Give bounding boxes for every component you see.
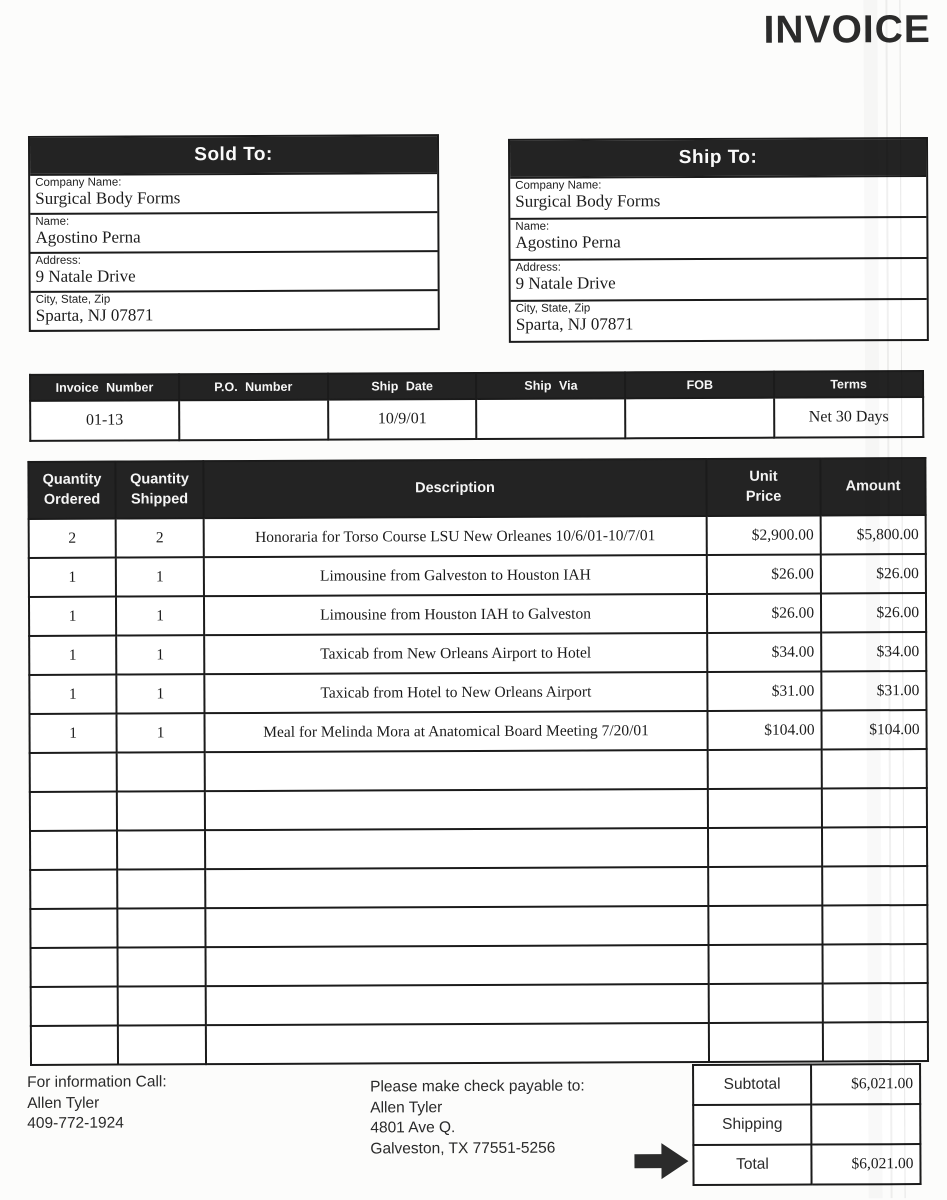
empty-line-item-row bbox=[30, 866, 927, 909]
empty-line-item-row bbox=[31, 944, 928, 987]
qty-shipped-cell: 1 bbox=[116, 596, 204, 635]
empty-unit-price-cell bbox=[709, 983, 823, 1022]
sold-to-box bbox=[28, 134, 440, 332]
total-arrow-icon bbox=[632, 1140, 690, 1187]
qty-shipped-cell: 1 bbox=[116, 713, 204, 752]
empty-line-item-row bbox=[30, 749, 927, 792]
empty-unit-price-cell bbox=[708, 749, 822, 788]
subtotal-row bbox=[693, 1064, 920, 1105]
field-label: City, State, Zip bbox=[35, 293, 111, 306]
meta-header-row bbox=[30, 371, 923, 401]
sold-to-address-field bbox=[30, 250, 437, 291]
empty-amount-cell bbox=[823, 944, 928, 983]
empty-description-cell bbox=[205, 789, 708, 830]
shipping-value bbox=[811, 1104, 920, 1144]
empty-amount-cell bbox=[822, 827, 927, 866]
meta-header-ship-via: Ship Via bbox=[476, 372, 625, 399]
empty-unit-price-cell bbox=[709, 1022, 823, 1061]
sold-to-city-field bbox=[31, 289, 438, 330]
line-items-header-row bbox=[28, 458, 925, 519]
line-item-row bbox=[29, 554, 926, 597]
payable-line: Please make check payable to: bbox=[370, 1077, 585, 1096]
empty-qty-ordered-cell bbox=[31, 1026, 118, 1065]
empty-amount-cell bbox=[822, 866, 927, 905]
empty-description-cell bbox=[205, 750, 708, 791]
qty-shipped-cell: 1 bbox=[116, 674, 204, 713]
invoice-meta-table bbox=[29, 370, 924, 442]
amount-cell: $26.00 bbox=[821, 554, 926, 593]
empty-line-item-row bbox=[31, 1022, 928, 1065]
empty-qty-ordered-cell bbox=[30, 870, 117, 909]
line-item-row bbox=[29, 593, 926, 636]
field-value: Agostino Perna bbox=[35, 227, 141, 247]
unit-price-cell: $26.00 bbox=[707, 554, 821, 593]
meta-value-row bbox=[30, 397, 923, 441]
column-header-qty-shipped: Quantity Shipped bbox=[115, 461, 203, 518]
empty-unit-price-cell bbox=[708, 905, 822, 944]
empty-qty-shipped-cell bbox=[117, 752, 205, 791]
contact-info-line: Allen Tyler bbox=[27, 1094, 100, 1112]
field-label: Company Name: bbox=[515, 179, 602, 192]
description-cell: Limousine from Galveston to Houston IAH bbox=[204, 555, 707, 596]
field-label: Address: bbox=[515, 261, 561, 274]
column-header-amount: Amount bbox=[820, 458, 925, 515]
qty-shipped-cell: 1 bbox=[116, 635, 204, 674]
description-cell: Honoraria for Torso Course LSU New Orleanes 10/6/01-10/7/01 bbox=[204, 516, 707, 557]
field-value: Sparta, NJ 07871 bbox=[515, 314, 634, 334]
ship-to-address-field bbox=[511, 257, 927, 300]
line-items-table bbox=[27, 457, 929, 1066]
meta-header-invoice-number: Invoice Number bbox=[30, 374, 179, 401]
unit-price-cell: $26.00 bbox=[707, 593, 821, 632]
empty-qty-shipped-cell bbox=[117, 869, 205, 908]
empty-unit-price-cell bbox=[708, 866, 822, 905]
empty-qty-ordered-cell bbox=[30, 792, 117, 831]
column-header-description: Description bbox=[203, 459, 706, 518]
amount-cell: $104.00 bbox=[821, 710, 926, 749]
qty-ordered-cell: 1 bbox=[29, 675, 116, 714]
payable-block bbox=[370, 1077, 585, 1160]
empty-qty-shipped-cell bbox=[117, 830, 205, 869]
description-cell: Taxicab from Hotel to New Orleans Airport bbox=[204, 672, 707, 713]
empty-amount-cell bbox=[822, 749, 927, 788]
invoice-title: INVOICE bbox=[763, 7, 931, 52]
amount-cell: $26.00 bbox=[821, 593, 926, 632]
shipping-row bbox=[693, 1104, 920, 1145]
payable-line: Allen Tyler bbox=[370, 1098, 443, 1116]
amount-cell: $31.00 bbox=[821, 671, 926, 710]
column-header-unit-price: Unit Price bbox=[706, 458, 820, 515]
amount-cell: $5,800.00 bbox=[821, 515, 926, 554]
meta-value-ship-via bbox=[477, 398, 626, 439]
meta-value-po-number bbox=[179, 400, 328, 441]
empty-line-item-row bbox=[30, 827, 927, 870]
description-cell: Meal for Melinda Mora at Anatomical Board Meeting 7/20/01 bbox=[204, 711, 707, 752]
field-label: Name: bbox=[35, 215, 70, 228]
qty-ordered-cell: 1 bbox=[29, 714, 116, 753]
empty-qty-ordered-cell bbox=[30, 909, 117, 948]
unit-price-cell: $2,900.00 bbox=[707, 515, 821, 554]
qty-ordered-cell: 1 bbox=[29, 636, 116, 675]
empty-line-item-row bbox=[30, 905, 927, 948]
ship-to-company-field bbox=[510, 175, 926, 218]
sold-to-company-field bbox=[30, 172, 437, 213]
ship-to-name-field bbox=[510, 216, 926, 259]
empty-description-cell bbox=[206, 984, 709, 1025]
subtotal-label: Subtotal bbox=[693, 1065, 811, 1106]
field-value: Agostino Perna bbox=[515, 232, 621, 252]
field-label: Company Name: bbox=[35, 176, 122, 189]
empty-line-item-row bbox=[30, 788, 927, 831]
meta-header-terms: Terms bbox=[774, 371, 923, 398]
empty-amount-cell bbox=[823, 1022, 928, 1061]
ship-to-city-field bbox=[511, 298, 927, 341]
empty-unit-price-cell bbox=[708, 827, 822, 866]
meta-value-fob bbox=[625, 398, 774, 439]
column-header-qty-ordered: Quantity Ordered bbox=[28, 462, 115, 519]
empty-qty-shipped-cell bbox=[118, 947, 206, 986]
qty-ordered-cell: 2 bbox=[29, 519, 116, 558]
shipping-label: Shipping bbox=[693, 1105, 811, 1146]
field-label: City, State, Zip bbox=[515, 302, 591, 315]
subtotal-value: $6,021.00 bbox=[811, 1064, 920, 1104]
empty-qty-shipped-cell bbox=[118, 1025, 206, 1064]
empty-qty-ordered-cell bbox=[30, 753, 117, 792]
contact-info-line: For information Call: bbox=[27, 1073, 167, 1091]
empty-description-cell bbox=[205, 906, 708, 947]
unit-price-cell: $31.00 bbox=[707, 671, 821, 710]
contact-info-block bbox=[27, 1072, 167, 1134]
empty-qty-ordered-cell bbox=[31, 948, 118, 987]
summary-table bbox=[692, 1063, 922, 1186]
empty-line-item-row bbox=[31, 983, 928, 1026]
total-row bbox=[693, 1144, 920, 1185]
unit-price-cell: $104.00 bbox=[707, 710, 821, 749]
field-value: 9 Natale Drive bbox=[515, 273, 616, 293]
empty-description-cell bbox=[205, 867, 708, 908]
meta-value-ship-date: 10/9/01 bbox=[328, 399, 477, 440]
field-value: Surgical Body Forms bbox=[515, 191, 661, 211]
unit-price-cell: $34.00 bbox=[707, 632, 821, 671]
payable-line: Galveston, TX 77551-5256 bbox=[370, 1139, 556, 1157]
line-item-row bbox=[29, 632, 926, 675]
empty-qty-shipped-cell bbox=[117, 908, 205, 947]
empty-description-cell bbox=[206, 1023, 709, 1064]
field-value: 9 Natale Drive bbox=[35, 266, 136, 286]
field-value: Surgical Body Forms bbox=[35, 188, 181, 208]
empty-amount-cell bbox=[822, 788, 927, 827]
empty-qty-shipped-cell bbox=[117, 791, 205, 830]
payable-line: 4801 Ave Q. bbox=[370, 1119, 456, 1137]
empty-description-cell bbox=[205, 828, 708, 869]
meta-value-terms: Net 30 Days bbox=[774, 397, 923, 438]
meta-header-ship-date: Ship Date bbox=[328, 373, 477, 400]
qty-ordered-cell: 1 bbox=[29, 558, 116, 597]
description-cell: Taxicab from New Orleans Airport to Hotel bbox=[204, 633, 707, 674]
contact-info-line: 409-772-1924 bbox=[27, 1114, 124, 1132]
line-item-row bbox=[29, 710, 926, 753]
ship-to-box bbox=[508, 137, 929, 343]
qty-shipped-cell: 1 bbox=[116, 557, 204, 596]
ship-to-header: Ship To: bbox=[510, 139, 926, 177]
field-value: Sparta, NJ 07871 bbox=[35, 305, 154, 325]
line-item-row bbox=[29, 671, 926, 714]
empty-qty-ordered-cell bbox=[30, 831, 117, 870]
sold-to-name-field bbox=[30, 211, 437, 252]
empty-amount-cell bbox=[822, 905, 927, 944]
field-label: Name: bbox=[515, 220, 550, 233]
qty-ordered-cell: 1 bbox=[29, 597, 116, 636]
amount-cell: $34.00 bbox=[821, 632, 926, 671]
meta-header-fob: FOB bbox=[625, 372, 774, 399]
empty-description-cell bbox=[206, 945, 709, 986]
field-label: Address: bbox=[35, 254, 81, 267]
total-value: $6,021.00 bbox=[811, 1144, 920, 1184]
qty-shipped-cell: 2 bbox=[116, 518, 204, 557]
sold-to-header: Sold To: bbox=[30, 136, 437, 174]
empty-unit-price-cell bbox=[709, 944, 823, 983]
empty-qty-ordered-cell bbox=[31, 987, 118, 1026]
empty-unit-price-cell bbox=[708, 788, 822, 827]
empty-amount-cell bbox=[823, 983, 928, 1022]
meta-header-po-number: P.O. Number bbox=[179, 374, 328, 401]
total-label: Total bbox=[693, 1145, 811, 1186]
description-cell: Limousine from Houston IAH to Galveston bbox=[204, 594, 707, 635]
line-item-row bbox=[29, 515, 926, 558]
empty-qty-shipped-cell bbox=[118, 986, 206, 1025]
meta-value-invoice-number: 01-13 bbox=[30, 400, 179, 441]
